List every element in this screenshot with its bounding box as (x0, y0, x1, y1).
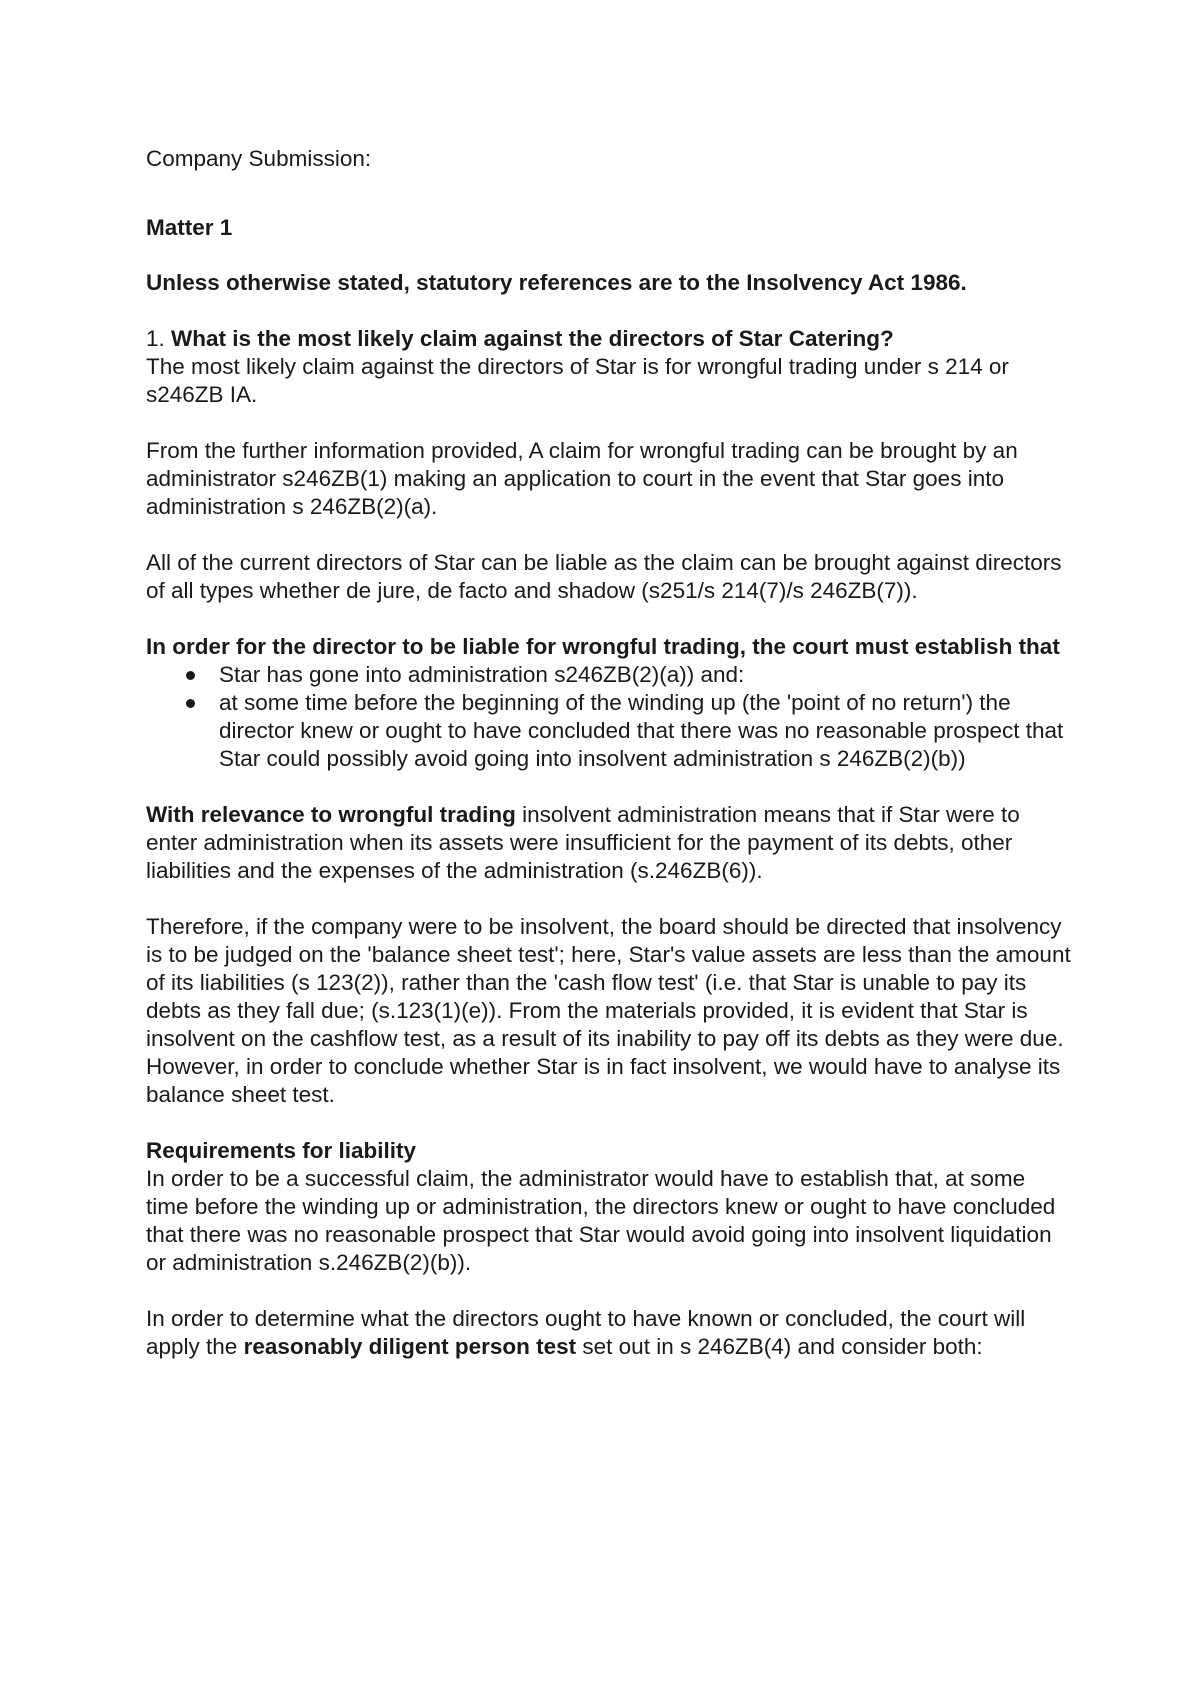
paragraph-therefore: Therefore, if the company were to be insolvent, the board should be directed that insolvency is to be judged on the 'balance sheet test'; here, Star's value assets are less than the amount of its liabilities (s 123(2)), rather than the 'cash flow test' (i.e. that Star is unable to pay its debts as they fall due; (s.123(1)(e)). From the materials provided, it is evident that Star is insolvent on the cashflow test, as a result of its inability to pay off its debts as they were due. However, in order to conclude whether Star is in fact insolvent, we would have to analyse its balance sheet test. (146, 914, 1071, 1107)
paragraph-directors: All of the current directors of Star can be liable as the claim can be brought against directors of all types whether de jure, de facto and shadow (s251/s 214(7)/s 246ZB(7)). (146, 550, 1062, 603)
final-text-post: set out in s 246ZB(4) and consider both: (576, 1334, 983, 1359)
document-body (146, 145, 1071, 1361)
question-text: What is the most likely claim against the directors of Star Catering? (171, 326, 894, 351)
question-number: 1. (146, 326, 172, 351)
relevance-text: insolvent administration means that if Star were to enter administration when its assets were insufficient for the payment of its debts, other liabilities and the expenses of the administration (s.246ZB(6)). (146, 802, 1020, 883)
relevance-bold-lead: With relevance to wrongful trading (146, 802, 516, 827)
bullet-item (146, 689, 1071, 773)
paragraph-relevance (146, 801, 1071, 885)
bullet-item (146, 661, 1071, 689)
final-text-bold: reasonably diligent person test (243, 1334, 577, 1359)
final-text-pre: In order to determine what the directors ought to have known or concluded, the court will apply the (146, 1306, 1026, 1359)
question-1-answer: The most likely claim against the directors of Star is for wrongful trading under s 214 or s246ZB IA. (146, 354, 1009, 407)
requirements-heading: Requirements for liability (146, 1138, 417, 1163)
liability-heading: In order for the director to be liable for wrongful trading, the court must establish that (146, 634, 1060, 659)
bullet-icon (186, 699, 195, 708)
matter-title: Matter 1 (146, 215, 233, 240)
paragraph-further-info: From the further information provided, A claim for wrongful trading can be brought by an administrator s246ZB(1) making an application to court in the event that Star goes into administration s 246ZB(2)(a). (146, 438, 1018, 519)
bullet-text: at some time before the beginning of the winding up (the 'point of no return') the director knew or ought to have concluded that there was no reasonable prospect that Star could possibly avoid going into insolvent administration s 246ZB(2)(b)) (219, 690, 1064, 771)
liability-bullet-list (146, 661, 1071, 773)
document-heading: Company Submission: (146, 146, 372, 171)
question-1 (146, 325, 1071, 353)
statutory-note: Unless otherwise stated, statutory references are to the Insolvency Act 1986. (146, 270, 967, 295)
bullet-text: Star has gone into administration s246ZB(2)(a)) and: (219, 662, 745, 687)
paragraph-final (146, 1305, 1071, 1361)
requirements-text: In order to be a successful claim, the administrator would have to establish that, at some time before the winding up or administration, the directors knew or ought to have concluded that there was no reasonable prospect that Star would avoid going into insolvent liquidation or administration s.246ZB(2)(b)). (146, 1166, 1056, 1275)
bullet-icon (186, 671, 195, 680)
